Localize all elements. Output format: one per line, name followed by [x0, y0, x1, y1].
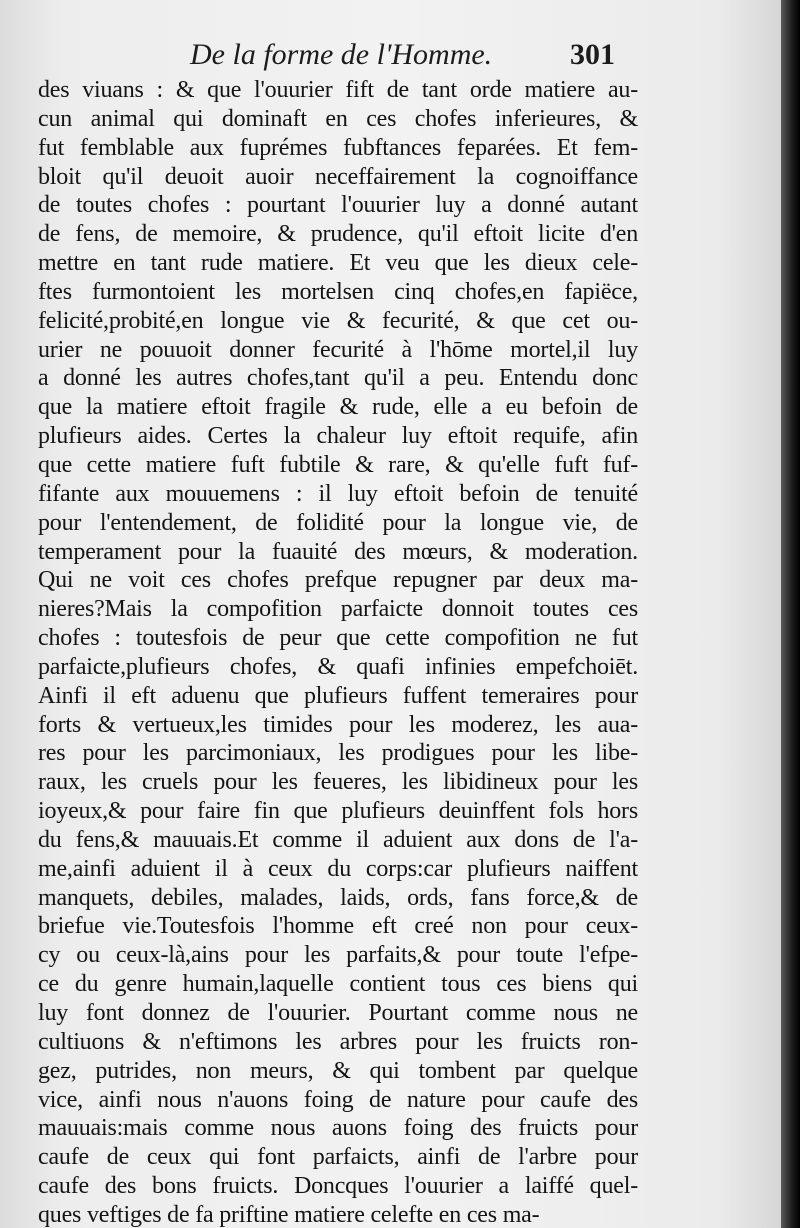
text-line: caufe des bons fruicts. Doncques l'ouurier a laiffé quel-: [38, 1173, 638, 1200]
text-line: nieres?Mais la compofition parfaicte donnoit toutes ces: [38, 596, 638, 623]
text-line: Qui ne voit ces chofes prefque repugner par deux ma-: [38, 567, 638, 594]
text-line: ques veftiges de fa priftine matiere celefte en ces ma-: [38, 1201, 540, 1228]
text-line: temperament pour la fuauité des mœurs, & moderation.: [38, 538, 638, 565]
text-line: me,ainfi aduient il à ceux du corps:car plufieurs naiffent: [38, 855, 638, 882]
text-line: raux, les cruels pour les feueres, les libidineux pour les: [38, 769, 638, 796]
body-text: [38, 76, 638, 1228]
text-line: mettre en tant rude matiere. Et veu que les dieux cele-: [38, 250, 638, 277]
text-line: de fens, de memoire, & prudence, qu'il eftoit licite d'en: [38, 221, 638, 248]
text-line: gez, putrides, non meurs, & qui tombent par quelque: [38, 1057, 638, 1084]
text-line: vice, ainfi nous n'auons foing de nature pour caufe des: [38, 1086, 638, 1113]
text-line: plufieurs aides. Certes la chaleur luy eftoit requife, afin: [38, 423, 638, 450]
text-line: manquets, debiles, malades, laids, ords, fans force,& de: [38, 884, 638, 911]
text-line: bloit qu'il deuoit auoir neceffairement la cognoiffance: [38, 163, 638, 190]
running-title: De la forme de l'Homme.: [190, 38, 493, 71]
text-line: forts & vertueux,les timides pour les moderez, les aua-: [38, 711, 638, 738]
text-line: mauuais:mais comme nous auons foing des fruicts pour: [38, 1115, 638, 1142]
text-line: ftes furmontoient les mortelsen cinq chofes,en fapiëce,: [38, 278, 638, 305]
text-line: du fens,& mauuais.Et comme il aduient aux dons de l'a-: [38, 826, 638, 853]
text-line: fifante aux mouuemens : il luy eftoit befoin de tenuité: [38, 480, 638, 507]
page-header: [0, 38, 781, 78]
text-line: urier ne pouuoit donner fecurité à l'hōme mortel,il luy: [38, 336, 638, 363]
text-line: de toutes chofes : pourtant l'ouurier luy a donné autant: [38, 192, 638, 219]
text-line: ioyeux,& pour faire fin que plufieurs deuinffent fols hors: [38, 798, 638, 825]
text-line: briefue vie.Toutesfois l'homme eft creé non pour ceux-: [38, 913, 638, 940]
text-line: cultiuons & n'eftimons les arbres pour les fruicts ron-: [38, 1028, 638, 1055]
text-line: que la matiere eftoit fragile & rude, elle a eu befoin de: [38, 394, 638, 421]
page-edge-shadow: [781, 0, 800, 1228]
text-line: a donné les autres chofes,tant qu'il a peu. Entendu donc: [38, 365, 638, 392]
page-number: 301: [570, 38, 615, 71]
text-line: Ainfi il eft aduenu que plufieurs fuffent temeraires pour: [38, 682, 638, 709]
text-line: cy ou ceux-là,ains pour les parfaits,& pour toute l'efpe-: [38, 942, 638, 969]
text-line: cun animal qui dominaft en ces chofes inferieures, &: [38, 105, 638, 132]
text-line: que cette matiere fuft fubtile & rare, & qu'elle fuft fuf-: [38, 451, 638, 478]
text-line: fut femblable aux fuprémes fubftances feparées. Et fem-: [38, 134, 638, 161]
text-line: caufe de ceux qui font parfaicts, ainfi de l'arbre pour: [38, 1144, 638, 1171]
text-line: ce du genre humain,laquelle contient tous ces biens qui: [38, 971, 638, 998]
text-line: felicité,probité,en longue vie & fecurité, & que cet ou-: [38, 307, 638, 334]
text-line: pour l'entendement, de folidité pour la longue vie, de: [38, 509, 638, 536]
text-line: chofes : toutesfois de peur que cette compofition ne fut: [38, 625, 638, 652]
text-line: luy font donnez de l'ouurier. Pourtant comme nous ne: [38, 1000, 638, 1026]
text-line: parfaicte,plufieurs chofes, & quafi infinies empefchoiēt.: [38, 653, 638, 680]
text-line: des viuans : & que l'ouurier fift de tant orde matiere au-: [38, 77, 638, 103]
text-line: res pour les parcimoniaux, les prodigues pour les libe-: [38, 740, 638, 767]
